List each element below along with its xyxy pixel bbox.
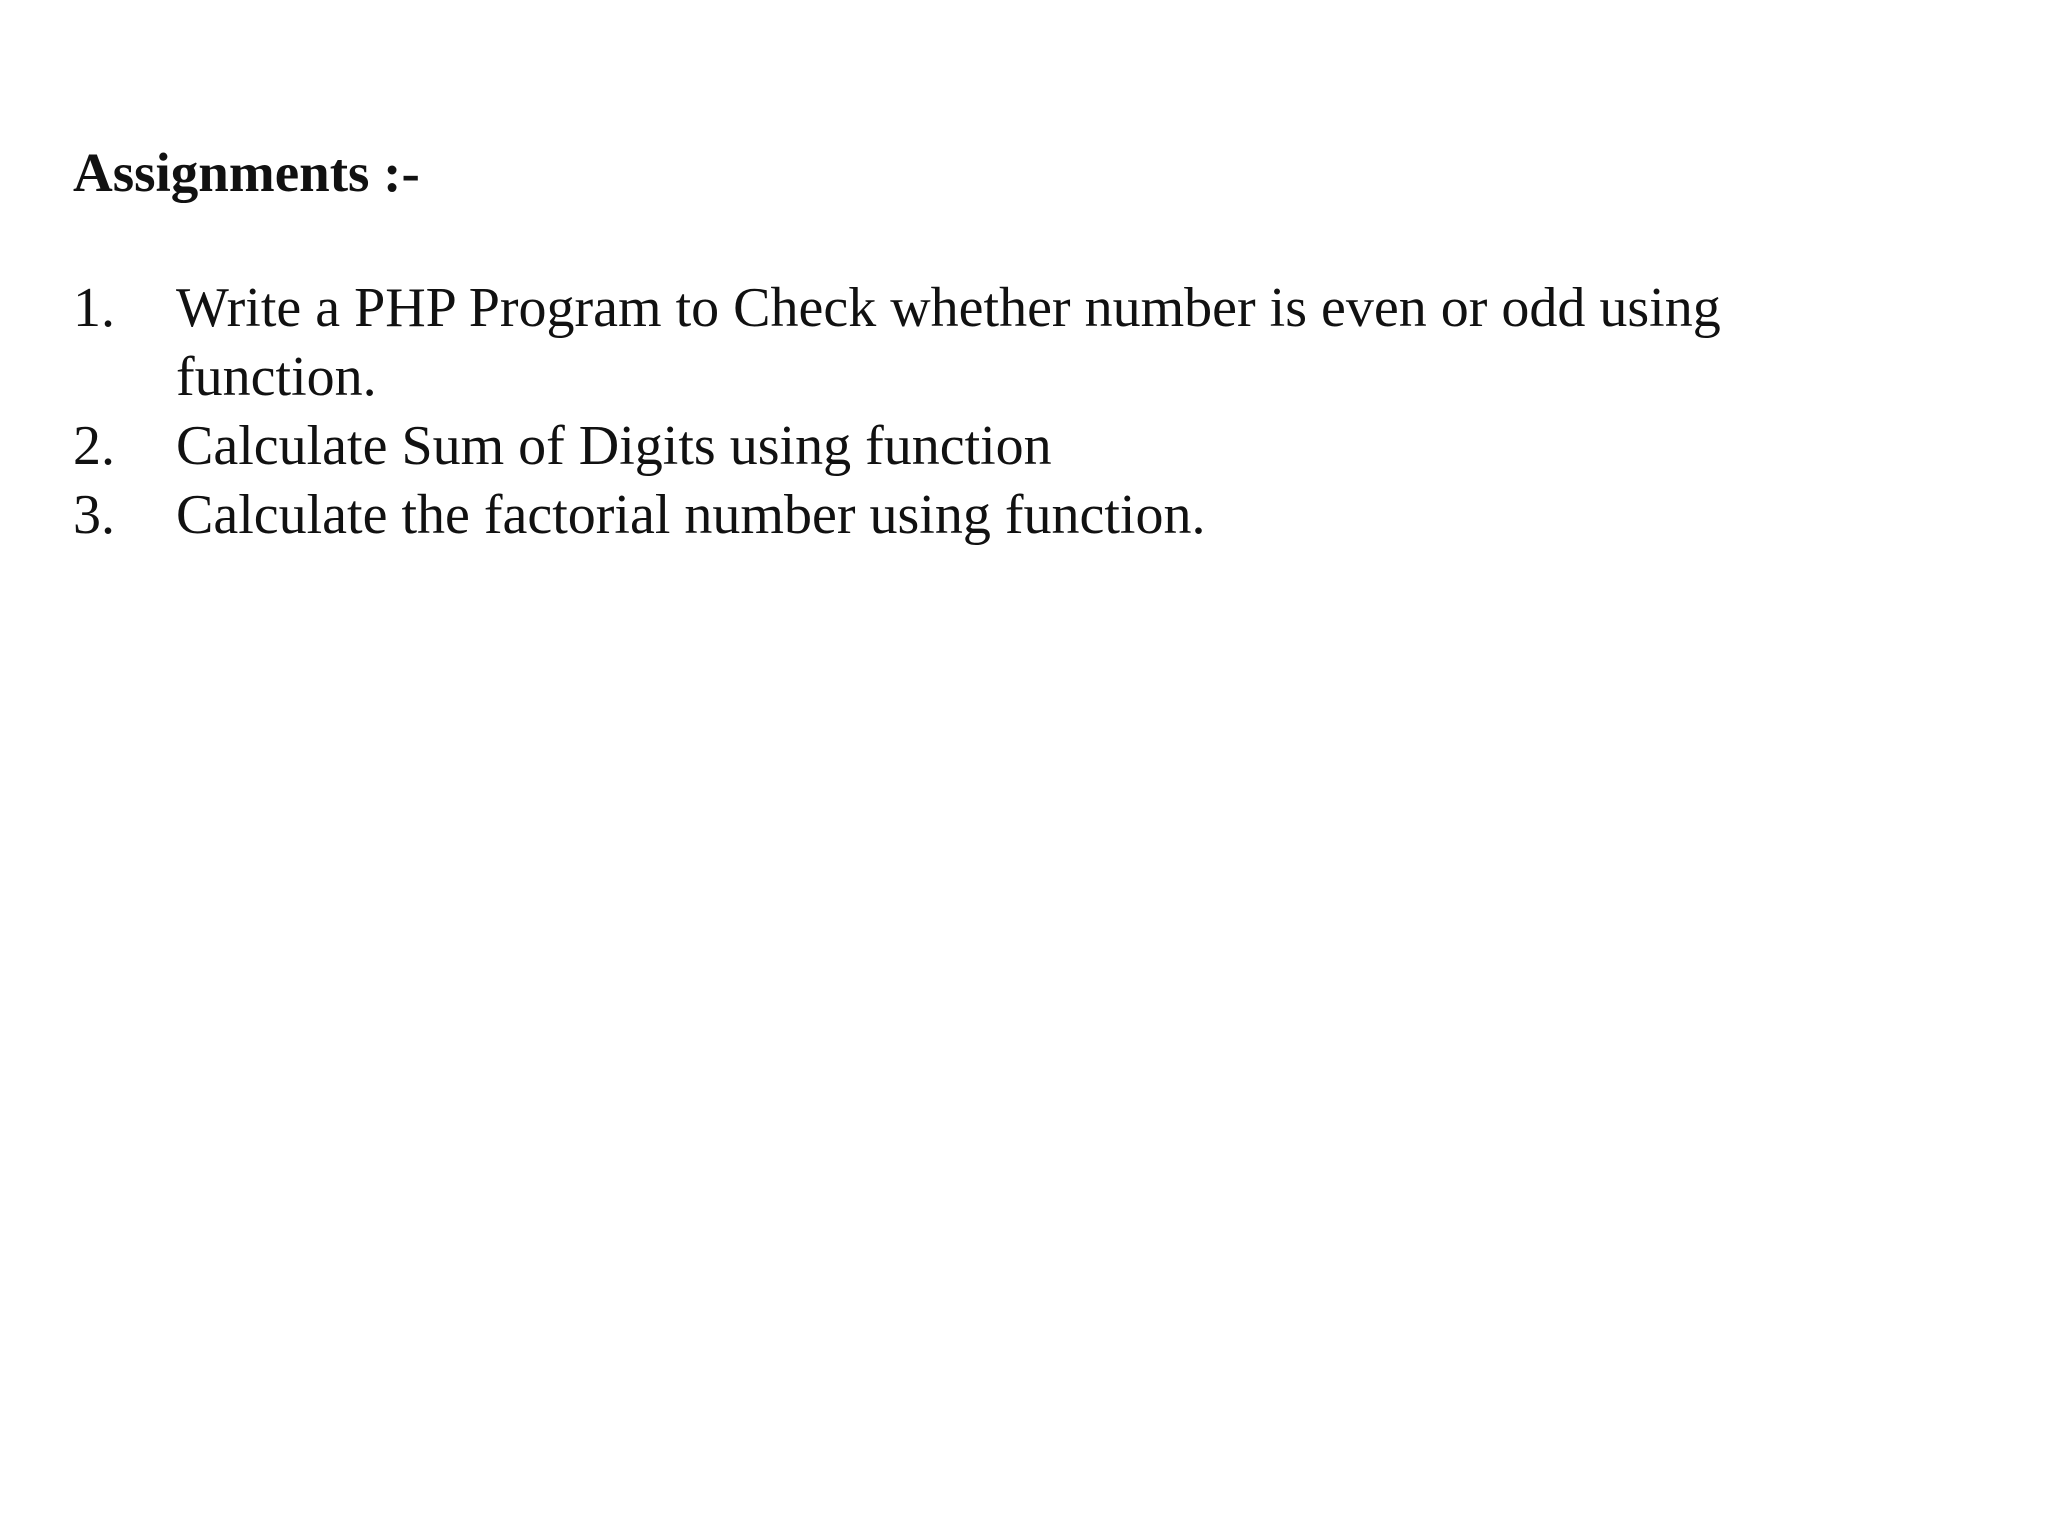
assignment-number-3: 3. bbox=[73, 484, 115, 546]
assignment-item-2 bbox=[73, 412, 1973, 481]
assignment-text-1: Write a PHP Program to Check whether number is even or odd using function. bbox=[176, 277, 1721, 408]
assignment-text-2: Calculate Sum of Digits using function bbox=[176, 415, 1052, 477]
assignment-number-1: 1. bbox=[73, 277, 115, 339]
assignment-number-2: 2. bbox=[73, 415, 115, 477]
assignment-item-1 bbox=[73, 274, 1973, 412]
assignments-heading: Assignments :- bbox=[73, 142, 420, 203]
assignment-list bbox=[73, 274, 1973, 550]
assignment-item-3 bbox=[73, 481, 1973, 550]
assignment-text-3: Calculate the factorial number using function. bbox=[176, 484, 1206, 546]
